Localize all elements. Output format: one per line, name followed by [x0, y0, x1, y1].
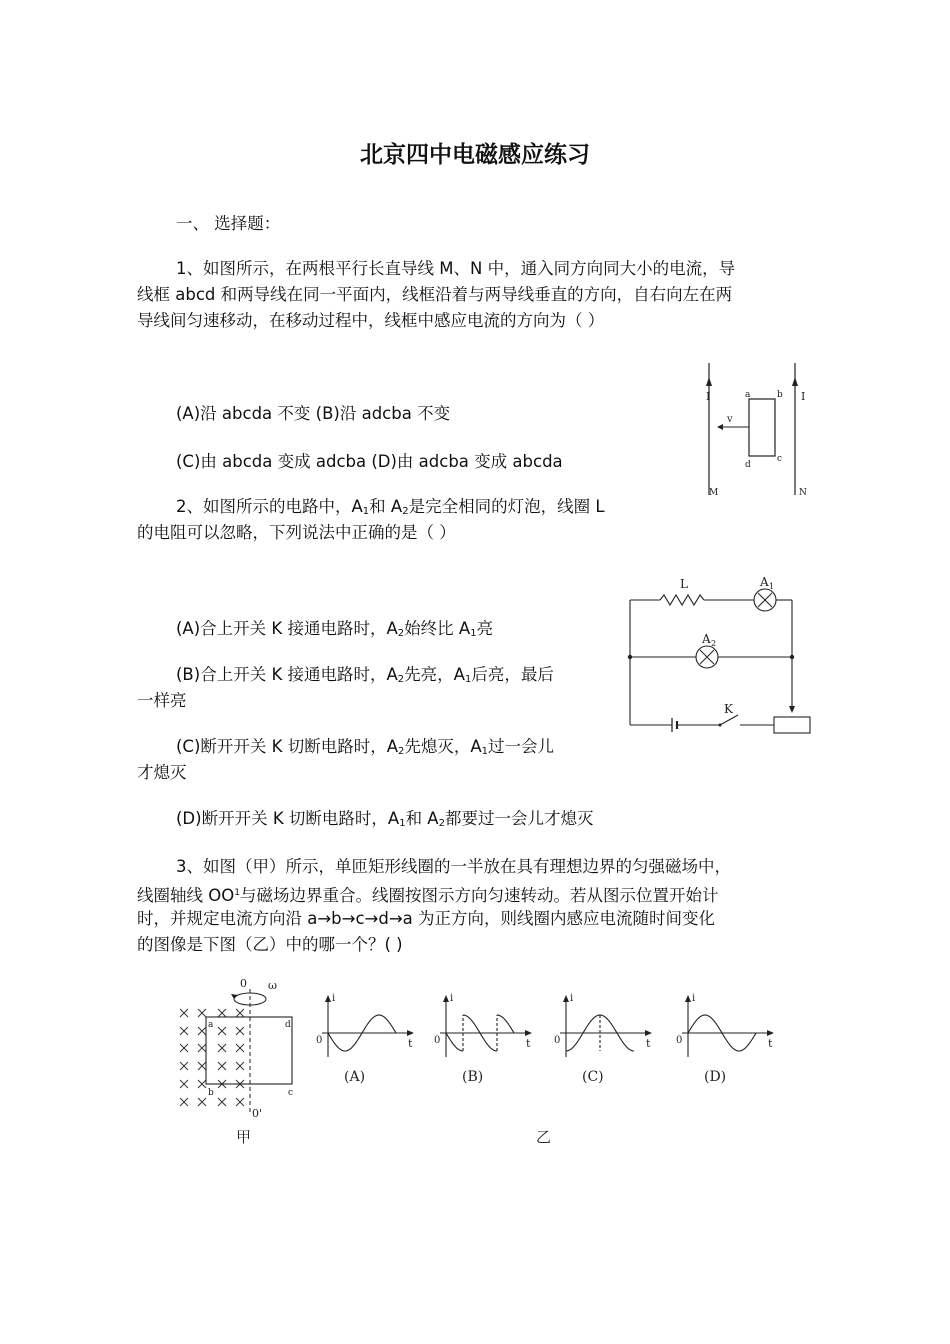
q2-option-d: (D)断开开关 K 切断电路时，$A_1$和 $A_2$都要过一会儿才熄灭: [176, 809, 594, 829]
svg-text:c: c: [288, 1088, 294, 1098]
q3-graph-label: (C): [582, 1069, 604, 1085]
q1-label-M: M: [709, 488, 719, 498]
svg-text:t: t: [646, 1037, 651, 1050]
q1-line-1: 1、如图所示，在两根平行长直导线 M、N 中，通入同方向同大小的电流，导: [176, 259, 736, 278]
svg-text:a: a: [208, 1020, 214, 1030]
q3-graph-d: [676, 993, 774, 1085]
q2-circuit-figure: [620, 570, 820, 740]
section-heading: 一、 选择题：: [176, 214, 281, 233]
svg-text:0: 0: [676, 1035, 683, 1046]
q3-graph-a: [316, 993, 414, 1085]
q1-label-d: d: [745, 460, 751, 470]
q1-label-I-right: I: [801, 390, 806, 403]
q3-label-O: 0: [240, 977, 247, 990]
q1-label-N: N: [799, 488, 807, 498]
q3-label-jia: 甲: [236, 1128, 252, 1146]
q2-line-2: 的电阻可以忽略，下列说法中正确的是（ ）: [137, 523, 456, 542]
svg-text:2: 2: [711, 639, 717, 648]
q3-graph-label: (A): [344, 1069, 366, 1085]
q3-graph-label: (B): [462, 1069, 484, 1085]
q2-option-b-cont: 一样亮: [137, 691, 187, 710]
svg-text:0: 0: [434, 1035, 441, 1046]
svg-text:i: i: [450, 993, 454, 1004]
q3-label-yi: 乙: [536, 1128, 552, 1145]
q3-label-O1: 0': [252, 1107, 263, 1120]
q2-option-a: (A)合上开关 K 接通电路时，$A_2$始终比 $A_1$亮: [176, 619, 494, 639]
q1-label-c: c: [777, 454, 783, 464]
svg-text:t: t: [768, 1037, 773, 1050]
q1-option-cd: (C)由 abcda 变成 adcba (D)由 adcba 变成 abcda: [176, 452, 563, 471]
q1-label-I-left: I: [706, 390, 711, 403]
svg-text:t: t: [526, 1037, 531, 1050]
q2-line-1: 2、如图所示的电路中，$A_1$和 $A_2$是完全相同的灯泡，线圈 L: [176, 497, 605, 517]
q1-label-v: v: [727, 414, 733, 425]
q1-label-b: b: [777, 390, 783, 400]
svg-text:d: d: [285, 1020, 291, 1030]
svg-text:0: 0: [554, 1035, 561, 1046]
q3-line-2: 线圈轴线 $OO^1$与磁场边界重合。线圈按图示方向匀速转动。若从图示位置开始计: [137, 886, 719, 905]
q2-option-c-cont: 才熄灭: [137, 763, 187, 782]
q2-label-K: K: [724, 702, 733, 716]
svg-text:i: i: [570, 993, 574, 1004]
q3-graph-b: [434, 993, 532, 1085]
q1-option-ab: (A)沿 abcda 不变 (B)沿 adcba 不变: [176, 404, 451, 423]
q3-graph-label: (D): [704, 1069, 727, 1085]
q1-line-3: 导线间匀速移动，在移动过程中，线框中感应电流的方向为（ ）: [137, 311, 605, 330]
svg-text:i: i: [332, 993, 336, 1004]
q2-label-L: L: [680, 577, 688, 591]
q3-line-3: 时，并规定电流方向沿 a→b→c→d→a 为正方向，则线圈内感应电流随时间变化: [137, 909, 716, 928]
svg-text:b: b: [208, 1088, 214, 1098]
svg-text:i: i: [692, 993, 696, 1004]
q1-line-2: 线框 abcd 和两导线在同一平面内，线框沿着与两导线垂直的方向，自右向左在两: [137, 285, 733, 304]
q3-coil-figure: [172, 975, 312, 1150]
svg-text:0: 0: [316, 1035, 323, 1046]
q3-label-omega: ω: [268, 979, 277, 992]
page-title: 北京四中电磁感应练习: [360, 141, 590, 168]
q1-wire-frame-figure: [695, 355, 825, 505]
svg-text:1: 1: [769, 582, 775, 591]
q2-label-A1: A: [760, 575, 769, 589]
q3-line-4: 的图像是下图（乙）中的哪一个？( ): [137, 935, 403, 954]
q3-line-1: 3、如图（甲）所示，单匝矩形线圈的一半放在具有理想边界的匀强磁场中，: [176, 857, 731, 876]
q1-label-a: a: [745, 390, 751, 400]
q3-graphs-figure: [300, 985, 800, 1145]
q2-label-A2: A: [702, 632, 711, 646]
q2-option-b: (B)合上开关 K 接通电路时，$A_2$先亮，$A_1$后亮，最后: [176, 665, 554, 685]
svg-text:t: t: [408, 1037, 413, 1050]
q2-option-c: (C)断开开关 K 切断电路时，$A_2$先熄灭，$A_1$过一会儿: [176, 737, 555, 757]
q3-graph-c: [554, 993, 652, 1085]
